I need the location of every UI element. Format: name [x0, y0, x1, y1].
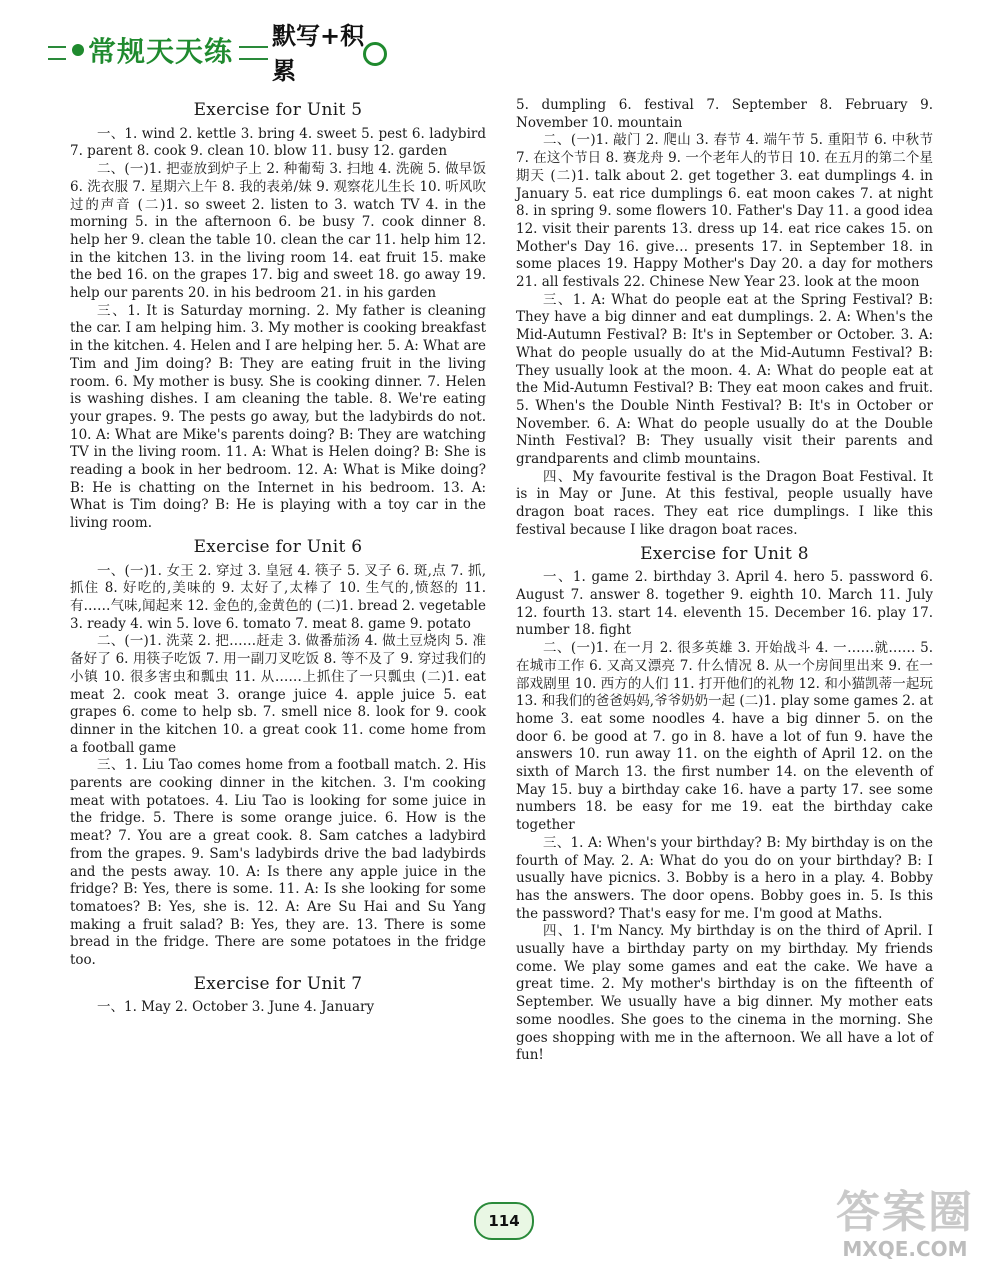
answer-paragraph: 四、1. I'm Nancy. My birthday is on the third of April. I usually have a birthday party on my birthday. My friends come. We play some games and eat the cake. We have a great time. 2. My mother's birthday is on the fifteenth of September. We usually have a big dinner. My mother eats some noodles. She goes to the cinema in the morning. She goes shopping with me in the afternoon. We all have a lot of fun!: [516, 923, 933, 1064]
clock-icon: [363, 42, 387, 66]
answer-paragraph: 二、(一)1. 敲门 2. 爬山 3. 春节 4. 端午节 5. 重阳节 6. 中秋节 7. 在这个节日 8. 赛龙舟 9. 一个老年人的节日 10. 在五月的第二个星期天 (二)1. talk about 2. get together 3. eat dumplings 4. in January 5. eat rice dumplings 6. eat moon cakes 7. at night 8. in spring 9. some flowers 10. Father's Day 11. a good idea 12. visit their parents 13. dress up 14. eat rice cakes 15. on Mother's Day 16. give… presents 17. in September 18. in some places 19. Happy Mother's Day 20. a day for mothers 21. all festivals 22. Chinese New Year 23. look at the moon: [516, 132, 933, 291]
answer-paragraph: 5. dumpling 6. festival 7. September 8. February 9. November 10. mountain: [516, 97, 933, 131]
answer-paragraph: 二、(一)1. 洗菜 2. 把……赶走 3. 做番茄汤 4. 做土豆烧肉 5. 准备好了 6. 用筷子吃饭 7. 用一副刀叉吃饭 8. 等不及了 9. 穿过我们的小镇 10. 很多害虫和瓢虫 11. 从……上抓住了一只瓢虫 (二)1. eat meat 2. cook meat 3. orange juice 4. apple juice 5. eat grapes 6. come to help sb. 7. smell nice 8. look for 9. cook dinner in the kitchen 10. a great cook 11. come home from a football game: [70, 633, 486, 756]
unit-heading: Exercise for Unit 6: [193, 536, 363, 557]
right-column: [516, 97, 933, 1065]
answer-paragraph: 二、(一)1. 把壶放到炉子上 2. 种葡萄 3. 扫地 4. 洗碗 5. 做早饭 6. 洗衣服 7. 星期六上午 8. 我的表弟/妹 9. 观察花儿生长 10. 听风吹过的声音 (二)1. so sweet 2. listen to 3. watch TV 4. in the morning 5. in the afternoon 6. be busy 7. cook dinner 8. help her 9. clean the table 10. clean the car 11. help him 12. in the kitchen 13. in the living room 14. eat fruit 15. make the bed 16. on the grapes 17. big and sweet 18. go away 19. help our parents 20. in his bedroom 21. in his garden: [70, 161, 486, 302]
answer-paragraph: 三、1. Liu Tao comes home from a football match. 2. His parents are cooking dinner in the kitchen. 3. I'm cooking meat with potatoes. 4. Liu Tao is looking for some juice in the fridge. 5. There is some orange juice. 6. How is the meat? 7. You are a great cook. 8. Sam catches a ladybird from the grapes. 9. Sam's ladybirds drive the bad ladybirds and the pests away. 10. A: Is there any apple juice in the fridge? B: Yes, there is some. 11. A: Is she looking for some tomatoes? B: Yes, she is. 12. A: Are Su Hai and Su Yang making a fruit salad? B: Yes, they are. 13. There is some bread in the fridge. There are some potatoes in the fridge too.: [70, 757, 486, 969]
page-header: [48, 22, 388, 85]
bullet-icon: [72, 44, 84, 56]
answer-paragraph: 二、(一)1. 在一月 2. 很多英雄 3. 开始战斗 4. 一……就…… 5. 在城市工作 6. 又高又漂亮 7. 什么情况 8. 从一个房间里出来 9. 在一部戏剧里 10. 西方的人们 11. 打开他们的礼物 12. 和小猫凯蒂一起玩 13. 和我们的爸爸妈妈,爷爷奶奶一起 (二)1. play some games 2. at home 3. eat some noodles 4. have a big dinner 5. on the door 6. be good at 7. go in 8. have a lot of fun 9. have the answers 10. run away 11. on the eighth of April 12. on the sixth of March 13. the first number 14. on the eleventh of May 15. buy a birthday cake 16. have a party 17. see some numbers 18. be easy for me 19. eat the birthday cake together: [516, 640, 933, 834]
answer-paragraph: 一、1. wind 2. kettle 3. bring 4. sweet 5. pest 6. ladybird 7. parent 8. cook 9. clean 10. blow 11. busy 12. garden: [70, 125, 486, 160]
answer-paragraph: 一、1. game 2. birthday 3. April 4. hero 5. password 6. August 7. answer 8. together 9. eighth 10. March 11. July 12. fourth 13. start 14. eleventh 15. December 16. play 17. number 18. fight: [516, 569, 933, 639]
answer-paragraph: 三、1. It is Saturday morning. 2. My father is cleaning the car. I am helping him. 3. My mother is cooking breakfast in the kitchen. 4. Helen and I are helping her. 5. A: What are Tim and Jim doing? B: They are eating fruit in the living room. 6. My mother is busy. She is cooking dinner. 7. Helen is washing dishes. I am cleaning the table. 8. We're eating your grapes. 9. The pests go away, but the ladybirds do not. 10. A: What are Mike's parents doing? B: They are watching TV in the living room. 11. A: What is Helen doing? B: She is reading a book in her bedroom. 12. A: What is Mike doing? B: He is chatting on the Internet in his bedroom. 13. A: What is Tim doing? B: He is playing with a toy car in the living room.: [70, 302, 486, 532]
series-subtitle: 默写+积累: [268, 32, 388, 70]
answer-paragraph: 一、(一)1. 女王 2. 穿过 3. 皇冠 4. 筷子 5. 叉子 6. 斑,点 7. 抓,抓住 8. 好吃的,美味的 9. 太好了,太棒了 10. 生气的,愤怒的 11. 有……气味,闻起来 12. 金色的,金黄色的 (二)1. bread 2. vegetable 3. ready 4. win 5. love 6. tomato 7. meat 8. game 9. potato: [70, 562, 486, 632]
watermark-logo: 答案圈: [836, 1187, 974, 1238]
unit-heading: Exercise for Unit 5: [193, 100, 363, 120]
answer-paragraph: 四、My favourite festival is the Dragon Boat Festival. It is in May or June. At this festival, people usually have dragon boat races. They eat rice dumplings. I like this festival because I like dragon boat races.: [516, 468, 933, 538]
page-number: 114: [474, 1202, 534, 1240]
answer-paragraph: 三、1. A: What do people eat at the Spring Festival? B: They have a big dinner and eat dumplings. 2. A: When's the Mid-Autumn Festival? B: It's in September or October. 3. A: What do people usually do at the Mid-Autumn Festival? B: They usually look at the moon. 4. A: What do people eat at the Mid-Autumn Festival? B: They eat moon cakes and fruit. 5. When's the Double Ninth Festival? B: It's in October or November. 6. A: What do people usually do at the Double Ninth Festival? B: They usually visit their parents and grandparents and climb mountains.: [516, 291, 933, 468]
watermark-url: MXQE.COM: [842, 1237, 968, 1261]
series-title: 常规天天练: [88, 35, 234, 68]
unit-heading: Exercise for Unit 7: [193, 973, 363, 994]
series-logo: [66, 30, 239, 70]
left-column: [70, 96, 486, 1017]
answer-paragraph: 一、1. May 2. October 3. June 4. January: [97, 999, 375, 1016]
answer-paragraph: 三、1. A: When's your birthday? B: My birthday is on the fourth of May. 2. A: What do you do on your birthday? B: I usually have picnics. 3. Bobby is a hero in a play. 4. Bobby has the answers. The door opens. Bobby goes in. 5. Is this the password? That's easy for me. I'm good at Maths.: [516, 834, 933, 922]
unit-heading: Exercise for Unit 8: [640, 543, 809, 564]
watermark: [820, 1188, 990, 1268]
